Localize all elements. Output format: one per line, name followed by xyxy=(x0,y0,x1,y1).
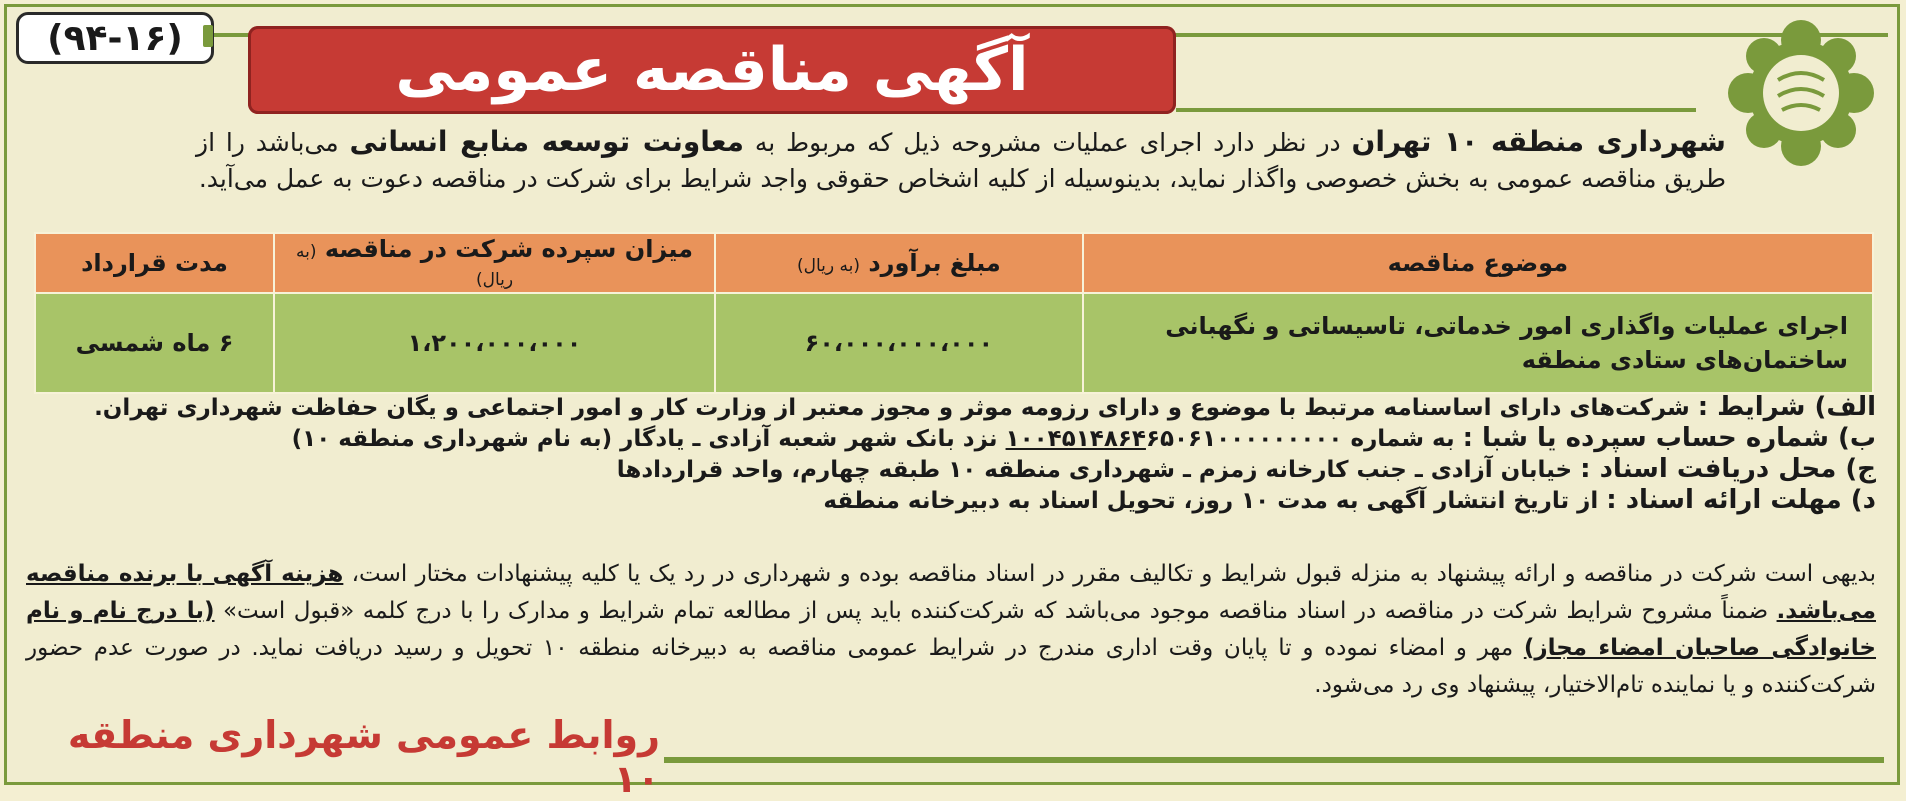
condition-b-text-1: به شماره xyxy=(1342,426,1463,452)
terms-paragraph xyxy=(26,556,1876,704)
title-banner xyxy=(248,26,1176,114)
notice-code-box xyxy=(16,12,214,64)
cell-estimate: ۶۰،۰۰۰،۰۰۰،۰۰۰ xyxy=(715,293,1083,393)
header-divider-lower xyxy=(1176,108,1696,112)
condition-c-label: ج) محل دریافت اسناد : xyxy=(1580,454,1876,484)
tender-table xyxy=(34,232,1874,394)
terms-text-1: بدیهی است شرکت در مناقصه و ارائه پیشنهاد به منزله قبول شرایط و تکالیف مقرر در اسناد مناقصه بوده و شهرداری در رد یک یا کلیه پیشنهادات مختار است، xyxy=(343,561,1877,587)
condition-d-label: د) مهلت ارائه اسناد : xyxy=(1606,485,1876,515)
notice-code: (۹۴-۱۶) xyxy=(47,17,183,59)
table-header-row xyxy=(35,233,1873,293)
conditions-list xyxy=(26,392,1876,516)
code-marker xyxy=(203,25,213,47)
condition-b-text-2: ۶۵۰۶۱۰۰۰۰۰۰۰۰۰ xyxy=(1145,426,1343,452)
header-deposit: میزان سپرده شرکت در مناقصه (به ریال) xyxy=(274,233,715,293)
intro-paragraph xyxy=(196,124,1876,197)
terms-signatories: (با درج نام و نام خانوادگی صاحبان امضاء مجاز) xyxy=(26,598,1876,661)
condition-c-text: خیابان آزادی ـ جنب کارخانه زمزم ـ شهرداری منطقه ۱۰ طبقه چهارم، واحد قراردادها xyxy=(616,457,1581,483)
condition-a-label: الف) شرایط : xyxy=(1697,392,1876,422)
terms-text-2: ضمناً مشروح شرایط شرکت در مناقصه در اسناد مناقصه موجود می‌باشد که شرکت‌کننده باید پس از مطالعه تمام شرایط و مدارک را با درج کلمه «قبول است» xyxy=(214,598,1777,624)
condition-b-label: ب) شماره حساب سپرده یا شبا : xyxy=(1462,423,1876,453)
intro-deputy: معاونت توسعه منابع انسانی xyxy=(349,125,744,158)
terms-ad-cost: هزینه آگهی با برنده مناقصه می‌باشد. xyxy=(26,561,1876,624)
condition-a-text: شرکت‌های دارای اساسنامه مرتبط با موضوع و دارای رزومه موثر و مجوز معتبر از وزارت کار و امور اجتماعی و یگان حفاظت شهرداری تهران. xyxy=(94,395,1698,421)
intro-text-1: در نظر دارد اجرای عملیات مشروحه ذیل که مربوط به xyxy=(743,128,1352,157)
condition-a xyxy=(26,392,1876,423)
terms-text-3: مهر و امضاء نموده و تا پایان وقت اداری مندرج در شرایط عمومی مناقصه به دبیرخانه منطقه ۱۰ تحویل و رسید دریافت نماید. در صورت عدم حضور شرکت‌کننده و یا نماینده تام‌الاختیار، پیشنهاد وی رد می‌شود. xyxy=(26,635,1876,698)
cell-duration: ۶ ماه شمسی xyxy=(35,293,274,393)
intro-line xyxy=(196,124,1876,197)
footer-divider xyxy=(664,757,1884,763)
footer-signature: روابط عمومی شهرداری منطقه ۱۰ xyxy=(67,713,660,801)
cell-deposit: ۱،۲۰۰،۰۰۰،۰۰۰ xyxy=(274,293,715,393)
header-duration: مدت قرارداد xyxy=(35,233,274,293)
notice-title: آگهی مناقصه عمومی xyxy=(395,35,1029,105)
cell-subject: اجرای عملیات واگذاری امور خدماتی، تاسیساتی و نگهبانی ساختمان‌های ستادی منطقه xyxy=(1083,293,1873,393)
condition-d-text: از تاریخ انتشار آگهی به مدت ۱۰ روز، تحویل اسناد به دبیرخانه منطقه xyxy=(823,488,1607,514)
condition-b xyxy=(26,423,1876,454)
condition-c xyxy=(26,454,1876,485)
account-number: ۱۰۰۴۵۱۴۸۶۴ xyxy=(1005,426,1146,452)
condition-b-text-3: نزد بانک شهر شعبه آزادی ـ یادگار (به نام شهرداری منطقه ۱۰) xyxy=(291,426,1006,452)
header-subject: موضوع مناقصه xyxy=(1083,233,1873,293)
intro-text-2: می‌باشد را از طریق مناقصه عمومی به بخش خصوصی واگذار نماید، بدینوسیله از کلیه اشخاص حقوقی واجد شرایط برای شرکت در مناقصه دعوت به عمل می‌آید. xyxy=(196,128,1726,193)
header-estimate: مبلغ برآورد (به ریال) xyxy=(715,233,1083,293)
table-row xyxy=(35,293,1873,393)
intro-organization: شهرداری منطقه ۱۰ تهران xyxy=(1351,125,1726,158)
condition-d xyxy=(26,485,1876,516)
